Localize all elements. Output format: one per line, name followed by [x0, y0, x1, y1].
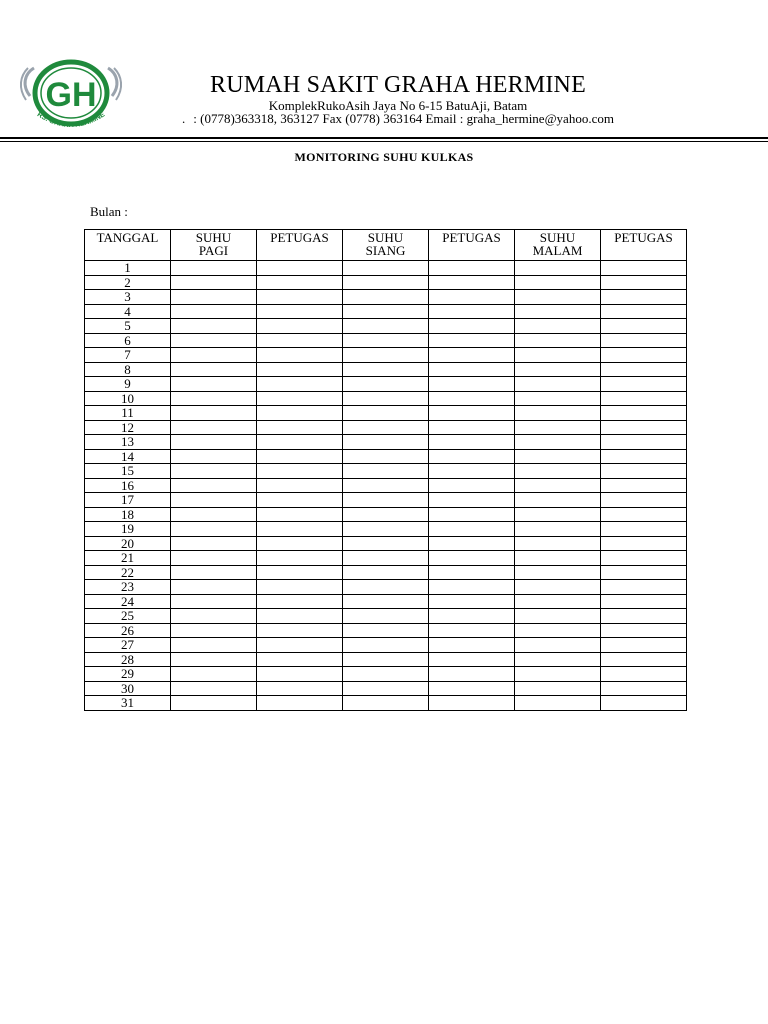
day-number-cell: 8	[85, 362, 171, 377]
suhu-siang-cell[interactable]	[343, 565, 429, 580]
petugas-malam-cell[interactable]	[601, 507, 687, 522]
petugas-siang-cell[interactable]	[429, 464, 515, 479]
petugas-pagi-cell[interactable]	[257, 435, 343, 450]
header-suhu-siang: SUHU SIANG	[343, 230, 429, 261]
day-number-cell: 26	[85, 623, 171, 638]
suhu-malam-cell[interactable]	[515, 333, 601, 348]
suhu-malam-cell[interactable]	[515, 609, 601, 624]
header-suhu-pagi: SUHU PAGI	[171, 230, 257, 261]
petugas-pagi-cell[interactable]	[257, 522, 343, 537]
suhu-siang-cell[interactable]	[343, 290, 429, 305]
table-row	[85, 638, 687, 653]
petugas-malam-cell[interactable]	[601, 536, 687, 551]
suhu-siang-cell[interactable]	[343, 667, 429, 682]
petugas-siang-cell[interactable]	[429, 652, 515, 667]
day-number-cell: 30	[85, 681, 171, 696]
day-number-cell: 5	[85, 319, 171, 334]
suhu-malam-cell[interactable]	[515, 420, 601, 435]
day-number-cell: 1	[85, 261, 171, 276]
suhu-malam-cell[interactable]	[515, 623, 601, 638]
suhu-pagi-cell[interactable]	[171, 493, 257, 508]
month-label: Bulan :	[90, 204, 128, 219]
suhu-malam-cell[interactable]	[515, 449, 601, 464]
petugas-siang-cell[interactable]	[429, 536, 515, 551]
suhu-malam-cell[interactable]	[515, 522, 601, 537]
suhu-siang-cell[interactable]	[343, 464, 429, 479]
suhu-malam-cell[interactable]	[515, 551, 601, 566]
day-number-cell: 2	[85, 275, 171, 290]
petugas-pagi-cell[interactable]	[257, 681, 343, 696]
suhu-siang-cell[interactable]	[343, 319, 429, 334]
day-number-cell: 11	[85, 406, 171, 421]
day-number-cell: 7	[85, 348, 171, 363]
table-row	[85, 594, 687, 609]
header-petugas-siang: PETUGAS	[429, 230, 515, 261]
day-number-cell: 23	[85, 580, 171, 595]
suhu-siang-cell[interactable]	[343, 594, 429, 609]
header-petugas-malam: PETUGAS	[601, 230, 687, 261]
day-number-cell: 29	[85, 667, 171, 682]
petugas-malam-cell[interactable]	[601, 304, 687, 319]
suhu-pagi-cell[interactable]	[171, 391, 257, 406]
petugas-siang-cell[interactable]	[429, 406, 515, 421]
petugas-pagi-cell[interactable]	[257, 507, 343, 522]
petugas-pagi-cell[interactable]	[257, 406, 343, 421]
suhu-malam-cell[interactable]	[515, 565, 601, 580]
suhu-malam-cell[interactable]	[515, 594, 601, 609]
table-row	[85, 304, 687, 319]
hospital-address: KomplekRukoAsih Jaya No 6-15 BatuAji, Batam	[268, 98, 528, 113]
suhu-pagi-cell[interactable]	[171, 522, 257, 537]
petugas-siang-cell[interactable]	[429, 623, 515, 638]
day-number-cell: 22	[85, 565, 171, 580]
suhu-siang-cell[interactable]	[343, 333, 429, 348]
petugas-siang-cell[interactable]	[429, 449, 515, 464]
petugas-siang-cell[interactable]	[429, 696, 515, 711]
table-row	[85, 348, 687, 363]
suhu-malam-cell[interactable]	[515, 464, 601, 479]
logo-monogram: GH	[45, 76, 97, 114]
table-row	[85, 275, 687, 290]
suhu-pagi-cell[interactable]	[171, 681, 257, 696]
petugas-malam-cell[interactable]	[601, 551, 687, 566]
petugas-siang-cell[interactable]	[429, 391, 515, 406]
suhu-siang-cell[interactable]	[343, 449, 429, 464]
table-row	[85, 406, 687, 421]
petugas-siang-cell[interactable]	[429, 609, 515, 624]
suhu-pagi-cell[interactable]	[171, 609, 257, 624]
day-number-cell: 6	[85, 333, 171, 348]
petugas-pagi-cell[interactable]	[257, 304, 343, 319]
suhu-siang-cell[interactable]	[343, 275, 429, 290]
day-number-cell: 19	[85, 522, 171, 537]
suhu-siang-cell[interactable]	[343, 420, 429, 435]
logo-caption: RS. GRAHA HERMINE	[35, 111, 107, 129]
table-row	[85, 652, 687, 667]
petugas-pagi-cell[interactable]	[257, 391, 343, 406]
petugas-pagi-cell[interactable]	[257, 652, 343, 667]
suhu-malam-cell[interactable]	[515, 638, 601, 653]
petugas-siang-cell[interactable]	[429, 435, 515, 450]
petugas-pagi-cell[interactable]	[257, 478, 343, 493]
day-number-cell: 28	[85, 652, 171, 667]
day-number-cell: 4	[85, 304, 171, 319]
table-row	[85, 464, 687, 479]
table-body	[85, 261, 687, 711]
petugas-malam-cell[interactable]	[601, 391, 687, 406]
table-row	[85, 377, 687, 392]
suhu-pagi-cell[interactable]	[171, 377, 257, 392]
contact-bullet: .	[182, 111, 186, 126]
day-number-cell: 15	[85, 464, 171, 479]
petugas-siang-cell[interactable]	[429, 493, 515, 508]
suhu-siang-cell[interactable]	[343, 623, 429, 638]
suhu-malam-cell[interactable]	[515, 507, 601, 522]
table-row	[85, 261, 687, 276]
suhu-malam-cell[interactable]	[515, 696, 601, 711]
suhu-malam-cell[interactable]	[515, 667, 601, 682]
petugas-malam-cell[interactable]	[601, 261, 687, 276]
petugas-malam-cell[interactable]	[601, 638, 687, 653]
suhu-siang-cell[interactable]	[343, 261, 429, 276]
day-number-cell: 21	[85, 551, 171, 566]
suhu-pagi-cell[interactable]	[171, 667, 257, 682]
suhu-pagi-cell[interactable]	[171, 348, 257, 363]
petugas-pagi-cell[interactable]	[257, 464, 343, 479]
table-row	[85, 333, 687, 348]
suhu-siang-cell[interactable]	[343, 493, 429, 508]
suhu-siang-cell[interactable]	[343, 696, 429, 711]
petugas-malam-cell[interactable]	[601, 623, 687, 638]
suhu-pagi-cell[interactable]	[171, 362, 257, 377]
petugas-siang-cell[interactable]	[429, 348, 515, 363]
day-number-cell: 25	[85, 609, 171, 624]
suhu-pagi-cell[interactable]	[171, 449, 257, 464]
petugas-malam-cell[interactable]	[601, 406, 687, 421]
day-number-cell: 16	[85, 478, 171, 493]
hospital-contact	[120, 111, 676, 127]
petugas-pagi-cell[interactable]	[257, 638, 343, 653]
suhu-pagi-cell[interactable]	[171, 652, 257, 667]
petugas-siang-cell[interactable]	[429, 261, 515, 276]
suhu-siang-cell[interactable]	[343, 362, 429, 377]
temperature-log-table	[84, 229, 687, 711]
petugas-malam-cell[interactable]	[601, 580, 687, 595]
day-number-cell: 31	[85, 696, 171, 711]
header-divider-thin	[0, 141, 768, 142]
day-number-cell: 12	[85, 420, 171, 435]
hospital-logo	[18, 56, 124, 136]
table-header-row	[85, 230, 687, 261]
suhu-pagi-cell[interactable]	[171, 261, 257, 276]
header-tanggal: TANGGAL	[85, 230, 171, 261]
petugas-pagi-cell[interactable]	[257, 348, 343, 363]
suhu-malam-cell[interactable]	[515, 391, 601, 406]
suhu-malam-cell[interactable]	[515, 493, 601, 508]
table-row	[85, 507, 687, 522]
suhu-malam-cell[interactable]	[515, 580, 601, 595]
day-number-cell: 3	[85, 290, 171, 305]
petugas-pagi-cell[interactable]	[257, 551, 343, 566]
suhu-malam-cell[interactable]	[515, 319, 601, 334]
suhu-siang-cell[interactable]	[343, 681, 429, 696]
suhu-siang-cell[interactable]	[343, 609, 429, 624]
petugas-siang-cell[interactable]	[429, 565, 515, 580]
suhu-pagi-cell[interactable]	[171, 333, 257, 348]
petugas-siang-cell[interactable]	[429, 319, 515, 334]
petugas-malam-cell[interactable]	[601, 377, 687, 392]
petugas-pagi-cell[interactable]	[257, 565, 343, 580]
table-row	[85, 565, 687, 580]
suhu-pagi-cell[interactable]	[171, 507, 257, 522]
suhu-pagi-cell[interactable]	[171, 580, 257, 595]
day-number-cell: 14	[85, 449, 171, 464]
document-title: MONITORING SUHU KULKAS	[294, 150, 474, 164]
table-row	[85, 449, 687, 464]
suhu-siang-cell[interactable]	[343, 638, 429, 653]
table-row	[85, 478, 687, 493]
table-row	[85, 551, 687, 566]
suhu-malam-cell[interactable]	[515, 348, 601, 363]
suhu-malam-cell[interactable]	[515, 435, 601, 450]
petugas-siang-cell[interactable]	[429, 681, 515, 696]
table-row	[85, 696, 687, 711]
suhu-siang-cell[interactable]	[343, 536, 429, 551]
petugas-pagi-cell[interactable]	[257, 667, 343, 682]
petugas-siang-cell[interactable]	[429, 420, 515, 435]
table-row	[85, 536, 687, 551]
suhu-malam-cell[interactable]	[515, 275, 601, 290]
petugas-siang-cell[interactable]	[429, 333, 515, 348]
suhu-siang-cell[interactable]	[343, 580, 429, 595]
suhu-siang-cell[interactable]	[343, 406, 429, 421]
petugas-siang-cell[interactable]	[429, 667, 515, 682]
petugas-malam-cell[interactable]	[601, 333, 687, 348]
day-number-cell: 24	[85, 594, 171, 609]
suhu-pagi-cell[interactable]	[171, 536, 257, 551]
suhu-malam-cell[interactable]	[515, 377, 601, 392]
suhu-pagi-cell[interactable]	[171, 420, 257, 435]
petugas-malam-cell[interactable]	[601, 362, 687, 377]
suhu-malam-cell[interactable]	[515, 652, 601, 667]
petugas-siang-cell[interactable]	[429, 275, 515, 290]
petugas-malam-cell[interactable]	[601, 348, 687, 363]
petugas-malam-cell[interactable]	[601, 449, 687, 464]
suhu-pagi-cell[interactable]	[171, 638, 257, 653]
table-row	[85, 420, 687, 435]
petugas-pagi-cell[interactable]	[257, 377, 343, 392]
suhu-siang-cell[interactable]	[343, 377, 429, 392]
petugas-pagi-cell[interactable]	[257, 333, 343, 348]
header-petugas-pagi: PETUGAS	[257, 230, 343, 261]
petugas-siang-cell[interactable]	[429, 580, 515, 595]
suhu-malam-cell[interactable]	[515, 478, 601, 493]
suhu-malam-cell[interactable]	[515, 536, 601, 551]
petugas-siang-cell[interactable]	[429, 304, 515, 319]
table-row	[85, 391, 687, 406]
hospital-name: RUMAH SAKIT GRAHA HERMINE	[210, 72, 586, 98]
petugas-pagi-cell[interactable]	[257, 623, 343, 638]
petugas-pagi-cell[interactable]	[257, 609, 343, 624]
suhu-malam-cell[interactable]	[515, 304, 601, 319]
table-row	[85, 580, 687, 595]
suhu-siang-cell[interactable]	[343, 304, 429, 319]
petugas-pagi-cell[interactable]	[257, 420, 343, 435]
day-number-cell: 13	[85, 435, 171, 450]
petugas-pagi-cell[interactable]	[257, 493, 343, 508]
petugas-malam-cell[interactable]	[601, 464, 687, 479]
suhu-pagi-cell[interactable]	[171, 478, 257, 493]
petugas-pagi-cell[interactable]	[257, 319, 343, 334]
suhu-siang-cell[interactable]	[343, 391, 429, 406]
petugas-siang-cell[interactable]	[429, 478, 515, 493]
suhu-pagi-cell[interactable]	[171, 623, 257, 638]
suhu-pagi-cell[interactable]	[171, 696, 257, 711]
day-number-cell: 18	[85, 507, 171, 522]
petugas-pagi-cell[interactable]	[257, 261, 343, 276]
petugas-malam-cell[interactable]	[601, 696, 687, 711]
petugas-malam-cell[interactable]	[601, 667, 687, 682]
petugas-malam-cell[interactable]	[601, 609, 687, 624]
suhu-malam-cell[interactable]	[515, 681, 601, 696]
day-number-cell: 20	[85, 536, 171, 551]
petugas-malam-cell[interactable]	[601, 275, 687, 290]
suhu-malam-cell[interactable]	[515, 290, 601, 305]
day-number-cell: 17	[85, 493, 171, 508]
header-divider-thick	[0, 137, 768, 139]
petugas-pagi-cell[interactable]	[257, 696, 343, 711]
suhu-siang-cell[interactable]	[343, 522, 429, 537]
suhu-malam-cell[interactable]	[515, 406, 601, 421]
petugas-siang-cell[interactable]	[429, 594, 515, 609]
petugas-malam-cell[interactable]	[601, 565, 687, 580]
petugas-pagi-cell[interactable]	[257, 580, 343, 595]
petugas-malam-cell[interactable]	[601, 522, 687, 537]
day-number-cell: 27	[85, 638, 171, 653]
petugas-malam-cell[interactable]	[601, 594, 687, 609]
petugas-malam-cell[interactable]	[601, 478, 687, 493]
table-row	[85, 435, 687, 450]
table-row	[85, 493, 687, 508]
suhu-siang-cell[interactable]	[343, 652, 429, 667]
table-row	[85, 362, 687, 377]
suhu-pagi-cell[interactable]	[171, 565, 257, 580]
suhu-malam-cell[interactable]	[515, 362, 601, 377]
suhu-malam-cell[interactable]	[515, 261, 601, 276]
petugas-siang-cell[interactable]	[429, 638, 515, 653]
petugas-siang-cell[interactable]	[429, 290, 515, 305]
suhu-pagi-cell[interactable]	[171, 319, 257, 334]
suhu-siang-cell[interactable]	[343, 478, 429, 493]
suhu-pagi-cell[interactable]	[171, 594, 257, 609]
contact-text: : (0778)363318, 363127 Fax (0778) 363164 Email : graha_hermine@yahoo.com	[193, 111, 614, 126]
header-suhu-malam: SUHU MALAM	[515, 230, 601, 261]
petugas-pagi-cell[interactable]	[257, 594, 343, 609]
table-row	[85, 522, 687, 537]
petugas-pagi-cell[interactable]	[257, 536, 343, 551]
table-row	[85, 290, 687, 305]
petugas-pagi-cell[interactable]	[257, 275, 343, 290]
petugas-malam-cell[interactable]	[601, 290, 687, 305]
petugas-malam-cell[interactable]	[601, 652, 687, 667]
petugas-pagi-cell[interactable]	[257, 362, 343, 377]
suhu-pagi-cell[interactable]	[171, 435, 257, 450]
suhu-siang-cell[interactable]	[343, 435, 429, 450]
suhu-pagi-cell[interactable]	[171, 290, 257, 305]
petugas-siang-cell[interactable]	[429, 522, 515, 537]
suhu-pagi-cell[interactable]	[171, 304, 257, 319]
day-number-cell: 10	[85, 391, 171, 406]
petugas-siang-cell[interactable]	[429, 377, 515, 392]
petugas-pagi-cell[interactable]	[257, 290, 343, 305]
table-row	[85, 681, 687, 696]
day-number-cell: 9	[85, 377, 171, 392]
table-row	[85, 609, 687, 624]
petugas-siang-cell[interactable]	[429, 362, 515, 377]
petugas-malam-cell[interactable]	[601, 435, 687, 450]
suhu-pagi-cell[interactable]	[171, 406, 257, 421]
petugas-malam-cell[interactable]	[601, 493, 687, 508]
suhu-siang-cell[interactable]	[343, 507, 429, 522]
petugas-siang-cell[interactable]	[429, 507, 515, 522]
table-row	[85, 319, 687, 334]
suhu-siang-cell[interactable]	[343, 348, 429, 363]
suhu-pagi-cell[interactable]	[171, 551, 257, 566]
petugas-siang-cell[interactable]	[429, 551, 515, 566]
suhu-pagi-cell[interactable]	[171, 464, 257, 479]
petugas-malam-cell[interactable]	[601, 420, 687, 435]
petugas-malam-cell[interactable]	[601, 681, 687, 696]
petugas-malam-cell[interactable]	[601, 319, 687, 334]
suhu-pagi-cell[interactable]	[171, 275, 257, 290]
suhu-siang-cell[interactable]	[343, 551, 429, 566]
table-row	[85, 623, 687, 638]
petugas-pagi-cell[interactable]	[257, 449, 343, 464]
table-row	[85, 667, 687, 682]
